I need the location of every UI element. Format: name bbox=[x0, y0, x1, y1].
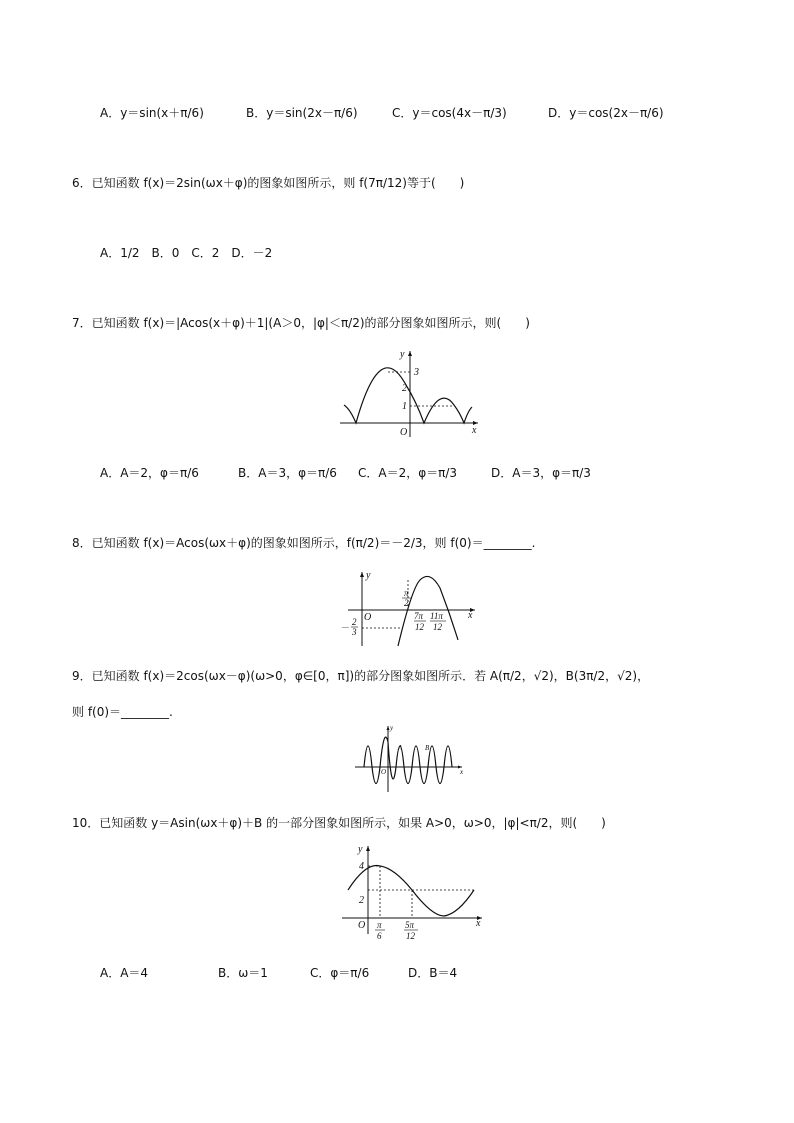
q9-cont: 则 f(0)＝________. bbox=[72, 705, 173, 719]
q8-tick2-num: 11π bbox=[430, 611, 443, 621]
q10-y-label: y bbox=[358, 844, 363, 855]
q7-graph bbox=[330, 345, 490, 440]
q8-tick2-den: 12 bbox=[433, 622, 442, 632]
q8-stem: 8．已知函数 f(x)＝Acos(ωx＋φ)的图象如图所示，f(π/2)＝－2/3，则 f(0)＝________. bbox=[72, 536, 536, 550]
q10-tick-2: 2 bbox=[359, 895, 364, 906]
q9-x-label: x bbox=[460, 768, 464, 776]
q10-tick2-num: 5π bbox=[405, 920, 415, 930]
q5-option-b: B．y＝sin(2x－π/6) bbox=[246, 106, 358, 120]
q10-x-label: x bbox=[476, 918, 481, 929]
q10-tick1-num: π bbox=[377, 920, 382, 930]
q7-option-b: B．A＝3，φ＝π/6 bbox=[238, 466, 337, 480]
q8-three: 3 bbox=[352, 627, 357, 637]
q6-stem: 6．已知函数 f(x)＝2sin(ωx＋φ)的图象如图所示，则 f(7π/12)等于( ) bbox=[72, 176, 465, 190]
q8-two: 2 bbox=[352, 617, 357, 627]
q7-tick-1: 1 bbox=[402, 401, 407, 412]
q10-tick2-den: 12 bbox=[406, 931, 415, 941]
q7-y-label: y bbox=[400, 349, 405, 360]
q8-y-label: y bbox=[366, 570, 371, 581]
q9-graph bbox=[350, 720, 470, 795]
q10-tick1-den: 6 bbox=[377, 931, 382, 941]
q6-options: A．1/2 B．0 C．2 D．－2 bbox=[100, 246, 273, 260]
q9-point-a: A bbox=[398, 744, 403, 752]
q10-origin: O bbox=[358, 920, 366, 931]
q7-x-label: x bbox=[472, 425, 477, 436]
q10-stem: 10．已知函数 y＝Asin(ωx＋φ)＋B 的一部分图象如图所示，如果 A>0，ω>0，|φ|<π/2，则( ) bbox=[72, 816, 606, 830]
q5-options bbox=[100, 105, 664, 121]
q5-option-d: D．y＝cos(2x－π/6) bbox=[548, 106, 664, 120]
q8-pi-half-num: π bbox=[404, 588, 409, 598]
q5-option-a: A．y＝sin(x＋π/6) bbox=[100, 106, 204, 120]
q9-stem: 9．已知函数 f(x)＝2cos(ωx－φ)(ω>0，φ∈[0，π])的部分图象如图所示．若 A(π/2，√2)，B(3π/2，√2)， bbox=[72, 669, 650, 683]
q9-point-b: B bbox=[425, 744, 430, 752]
q7-origin: O bbox=[400, 427, 408, 438]
q10-tick-4: 4 bbox=[359, 861, 364, 872]
q10-option-d: D．B＝4 bbox=[408, 966, 458, 980]
q7-stem: 7．已知函数 f(x)＝|Acos(x＋φ)＋1|(A＞0，|φ|＜π/2)的部分图象如图所示，则( ) bbox=[72, 316, 530, 330]
q8-graph bbox=[340, 568, 490, 648]
q7-option-d: D．A＝3，φ＝π/3 bbox=[491, 466, 591, 480]
q8-tick1-den: 12 bbox=[415, 622, 424, 632]
q8-x-label: x bbox=[468, 610, 473, 621]
q10-options bbox=[100, 965, 457, 981]
q8-origin: O bbox=[364, 612, 372, 623]
q8-tick1-num: 7π bbox=[414, 611, 424, 621]
q10-option-a: A．A＝4 bbox=[100, 966, 149, 980]
q5-option-c: C．y＝cos(4x－π/3) bbox=[392, 106, 507, 120]
q8-neg: － bbox=[340, 623, 350, 633]
q7-option-a: A．A＝2，φ＝π/6 bbox=[100, 466, 199, 480]
q10-option-c: C．φ＝π/6 bbox=[310, 966, 370, 980]
q7-options bbox=[100, 465, 591, 481]
q7-tick-2: 2 bbox=[402, 383, 407, 394]
q10-option-b: B．ω＝1 bbox=[218, 966, 268, 980]
q8-pi-half-den: 2 bbox=[404, 598, 409, 608]
q7-tick-3: 3 bbox=[414, 367, 419, 378]
q9-origin: O bbox=[381, 768, 387, 776]
q9-y-label: y bbox=[390, 724, 394, 732]
q10-graph bbox=[338, 842, 488, 942]
q7-option-c: C．A＝2，φ＝π/3 bbox=[358, 466, 458, 480]
